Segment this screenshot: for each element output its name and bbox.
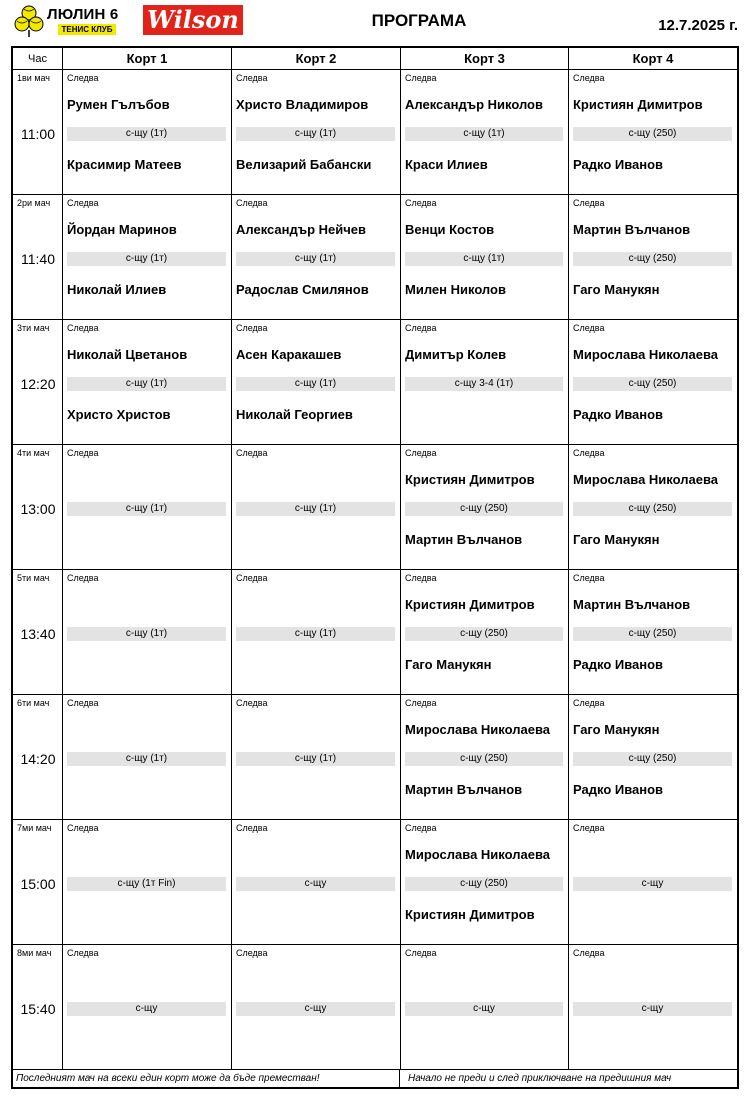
slot-time-cell (13, 445, 63, 570)
next-label: Следва (573, 948, 605, 958)
next-label: Следва (236, 823, 268, 833)
match-start-time: 11:00 (21, 126, 55, 142)
next-label: Следва (405, 823, 437, 833)
page-title: ПРОГРАМА (371, 11, 467, 30)
category-bar: с-щу (405, 1002, 563, 1016)
column-header-time: Час (13, 48, 63, 70)
player-two-name: Краси Илиев (405, 157, 488, 172)
player-one-name: Румен Гълъбов (67, 97, 170, 112)
match-cell (232, 195, 401, 320)
next-label: Следва (67, 73, 99, 83)
match-cell (232, 695, 401, 820)
next-label: Следва (67, 448, 99, 458)
category-bar: с-щу (250) (405, 752, 563, 766)
player-two-name: Гаго Манукян (573, 532, 660, 547)
next-label: Следва (67, 698, 99, 708)
player-one-name: Мирослава Николаева (573, 347, 719, 362)
match-number-label: 5ти мач (17, 573, 50, 583)
column-header-court-4: Корт 4 (569, 48, 737, 70)
next-label: Следва (573, 448, 605, 458)
match-cell (232, 945, 401, 1070)
match-cell (569, 695, 737, 820)
category-bar: с-щу 3-4 (1т) (405, 377, 563, 391)
next-label: Следва (236, 948, 268, 958)
slot-time-cell (13, 70, 63, 195)
category-bar: с-щу (250) (405, 502, 563, 516)
match-cell (401, 820, 569, 945)
next-label: Следва (573, 73, 605, 83)
match-start-time: 13:40 (20, 626, 56, 642)
player-two-name: Гаго Манукян (405, 657, 492, 672)
category-bar: с-щу (1т) (67, 627, 226, 641)
category-bar: с-щу (250) (573, 627, 732, 641)
player-two-name: Милен Николов (405, 282, 506, 297)
player-two-name: Радко Иванов (573, 407, 664, 422)
player-two-name: Радко Иванов (573, 157, 664, 172)
match-cell (569, 945, 737, 1070)
schedule-date: 12.7.2025 г. (658, 17, 738, 34)
category-bar: с-щу (250) (405, 877, 563, 891)
player-one-name: Йордан Маринов (67, 222, 177, 237)
match-cell (401, 445, 569, 570)
sponsor-logo: Wilson (143, 5, 243, 35)
match-cell (63, 195, 232, 320)
club-subtitle: ТЕНИС КЛУБ (58, 24, 116, 35)
player-one-name: Асен Каракашев (236, 347, 342, 362)
player-one-name: Александър Нейчев (236, 222, 366, 237)
player-one-name: Кристиян Димитров (573, 97, 703, 112)
category-bar: с-щу (250) (573, 502, 732, 516)
player-two-name: Красимир Матеев (67, 157, 182, 172)
player-one-name: Мартин Вълчанов (573, 597, 691, 612)
player-one-name: Мирослава Николаева (573, 472, 719, 487)
player-two-name: Кристиян Димитров (405, 907, 535, 922)
category-bar: с-щу (1т) (67, 127, 226, 141)
category-bar: с-щу (250) (573, 252, 732, 266)
category-bar: с-щу (1т) (67, 377, 226, 391)
match-cell (569, 320, 737, 445)
category-bar: с-щу (67, 1002, 226, 1016)
player-two-name: Мартин Вълчанов (405, 782, 523, 797)
category-bar: с-щу (1т) (236, 502, 395, 516)
match-cell (401, 320, 569, 445)
player-one-name: Христо Владимиров (236, 97, 369, 112)
category-bar: с-щу (250) (405, 627, 563, 641)
category-bar: с-щу (236, 1002, 395, 1016)
footer-note-left: Последният мач на всеки един корт може да бъде преместван! (13, 1070, 400, 1087)
next-label: Следва (236, 323, 268, 333)
match-cell (63, 320, 232, 445)
match-cell (401, 70, 569, 195)
player-one-name: Венци Костов (405, 222, 495, 237)
slot-time-cell (13, 570, 63, 695)
next-label: Следва (67, 948, 99, 958)
next-label: Следва (236, 698, 268, 708)
next-label: Следва (67, 198, 99, 208)
category-bar: с-щу (573, 877, 732, 891)
next-label: Следва (236, 448, 268, 458)
match-cell (232, 570, 401, 695)
slot-time-cell (13, 195, 63, 320)
next-label: Следва (405, 73, 437, 83)
match-cell (63, 570, 232, 695)
next-label: Следва (236, 73, 268, 83)
player-one-name: Николай Цветанов (67, 347, 188, 362)
category-bar: с-щу (1т) (67, 752, 226, 766)
column-header-court-3: Корт 3 (401, 48, 569, 70)
next-label: Следва (405, 698, 437, 708)
match-number-label: 1ви мач (17, 73, 50, 83)
match-cell (401, 195, 569, 320)
next-label: Следва (405, 948, 437, 958)
match-cell (569, 70, 737, 195)
match-start-time: 13:00 (20, 501, 56, 517)
category-bar: с-щу (1т) (67, 502, 226, 516)
next-label: Следва (573, 198, 605, 208)
next-label: Следва (405, 198, 437, 208)
match-cell (63, 70, 232, 195)
next-label: Следва (236, 198, 268, 208)
footer-notes (13, 1070, 737, 1087)
player-two-name: Велизарий Бабански (236, 157, 372, 172)
next-label: Следва (236, 573, 268, 583)
player-one-name: Димитър Колев (405, 347, 507, 362)
column-header-court-2: Корт 2 (232, 48, 401, 70)
match-start-time: 15:00 (20, 876, 56, 892)
player-one-name: Кристиян Димитров (405, 597, 535, 612)
footer-note-right: Начало не преди и след приключване на предишния мач (408, 1073, 672, 1084)
match-number-label: 6ти мач (17, 698, 50, 708)
schedule-table (11, 46, 739, 1089)
category-bar: с-щу (250) (573, 127, 732, 141)
match-start-time: 12:20 (20, 376, 56, 392)
category-bar: с-щу (573, 1002, 732, 1016)
category-bar: с-щу (236, 877, 395, 891)
next-label: Следва (405, 573, 437, 583)
match-cell (63, 945, 232, 1070)
category-bar: с-щу (1т) (405, 127, 563, 141)
slot-time-cell (13, 945, 63, 1070)
category-bar: с-щу (1т) (236, 252, 395, 266)
slot-time-cell (13, 320, 63, 445)
slot-time-cell (13, 695, 63, 820)
slot-time-cell (13, 820, 63, 945)
match-cell (232, 70, 401, 195)
next-label: Следва (573, 573, 605, 583)
match-cell (569, 195, 737, 320)
player-one-name: Мирослава Николаева (405, 847, 551, 862)
match-number-label: 2ри мач (17, 198, 51, 208)
match-cell (232, 820, 401, 945)
category-bar: с-щу (1т) (236, 377, 395, 391)
match-cell (569, 570, 737, 695)
match-number-label: 8ми мач (17, 948, 52, 958)
next-label: Следва (573, 323, 605, 333)
next-label: Следва (67, 573, 99, 583)
player-two-name: Радко Иванов (573, 782, 664, 797)
player-two-name: Радослав Смилянов (236, 282, 369, 297)
match-cell (63, 695, 232, 820)
player-two-name: Радко Иванов (573, 657, 664, 672)
player-two-name: Мартин Вълчанов (405, 532, 523, 547)
player-one-name: Мартин Вълчанов (573, 222, 691, 237)
match-cell (401, 570, 569, 695)
next-label: Следва (573, 698, 605, 708)
player-two-name: Христо Христов (67, 407, 171, 422)
player-two-name: Гаго Манукян (573, 282, 660, 297)
match-cell (569, 820, 737, 945)
next-label: Следва (573, 823, 605, 833)
next-label: Следва (405, 323, 437, 333)
category-bar: с-щу (1т) (236, 127, 395, 141)
player-one-name: Кристиян Димитров (405, 472, 535, 487)
match-cell (401, 945, 569, 1070)
category-bar: с-щу (1т) (236, 627, 395, 641)
match-cell (63, 445, 232, 570)
column-header-court-1: Корт 1 (63, 48, 232, 70)
match-number-label: 4ти мач (17, 448, 50, 458)
next-label: Следва (405, 448, 437, 458)
next-label: Следва (67, 323, 99, 333)
category-bar: с-щу (1т) (405, 252, 563, 266)
match-cell (232, 445, 401, 570)
player-two-name: Николай Илиев (67, 282, 167, 297)
player-two-name: Николай Георгиев (236, 407, 353, 422)
match-start-time: 11:40 (21, 251, 55, 267)
match-start-time: 14:20 (20, 751, 56, 767)
match-cell (569, 445, 737, 570)
player-one-name: Александър Николов (405, 97, 543, 112)
page-header (0, 0, 750, 42)
match-cell (63, 820, 232, 945)
player-one-name: Гаго Манукян (573, 722, 660, 737)
category-bar: с-щу (1т) (67, 252, 226, 266)
category-bar: с-щу (1т Fin) (67, 877, 226, 891)
match-number-label: 7ми мач (17, 823, 52, 833)
category-bar: с-щу (1т) (236, 752, 395, 766)
match-cell (401, 695, 569, 820)
category-bar: с-щу (250) (573, 752, 732, 766)
player-one-name: Мирослава Николаева (405, 722, 551, 737)
next-label: Следва (67, 823, 99, 833)
match-number-label: 3ти мач (17, 323, 50, 333)
match-cell (232, 320, 401, 445)
category-bar: с-щу (250) (573, 377, 732, 391)
match-start-time: 15:40 (20, 1001, 56, 1017)
club-name: ЛЮЛИН 6 (47, 6, 119, 23)
